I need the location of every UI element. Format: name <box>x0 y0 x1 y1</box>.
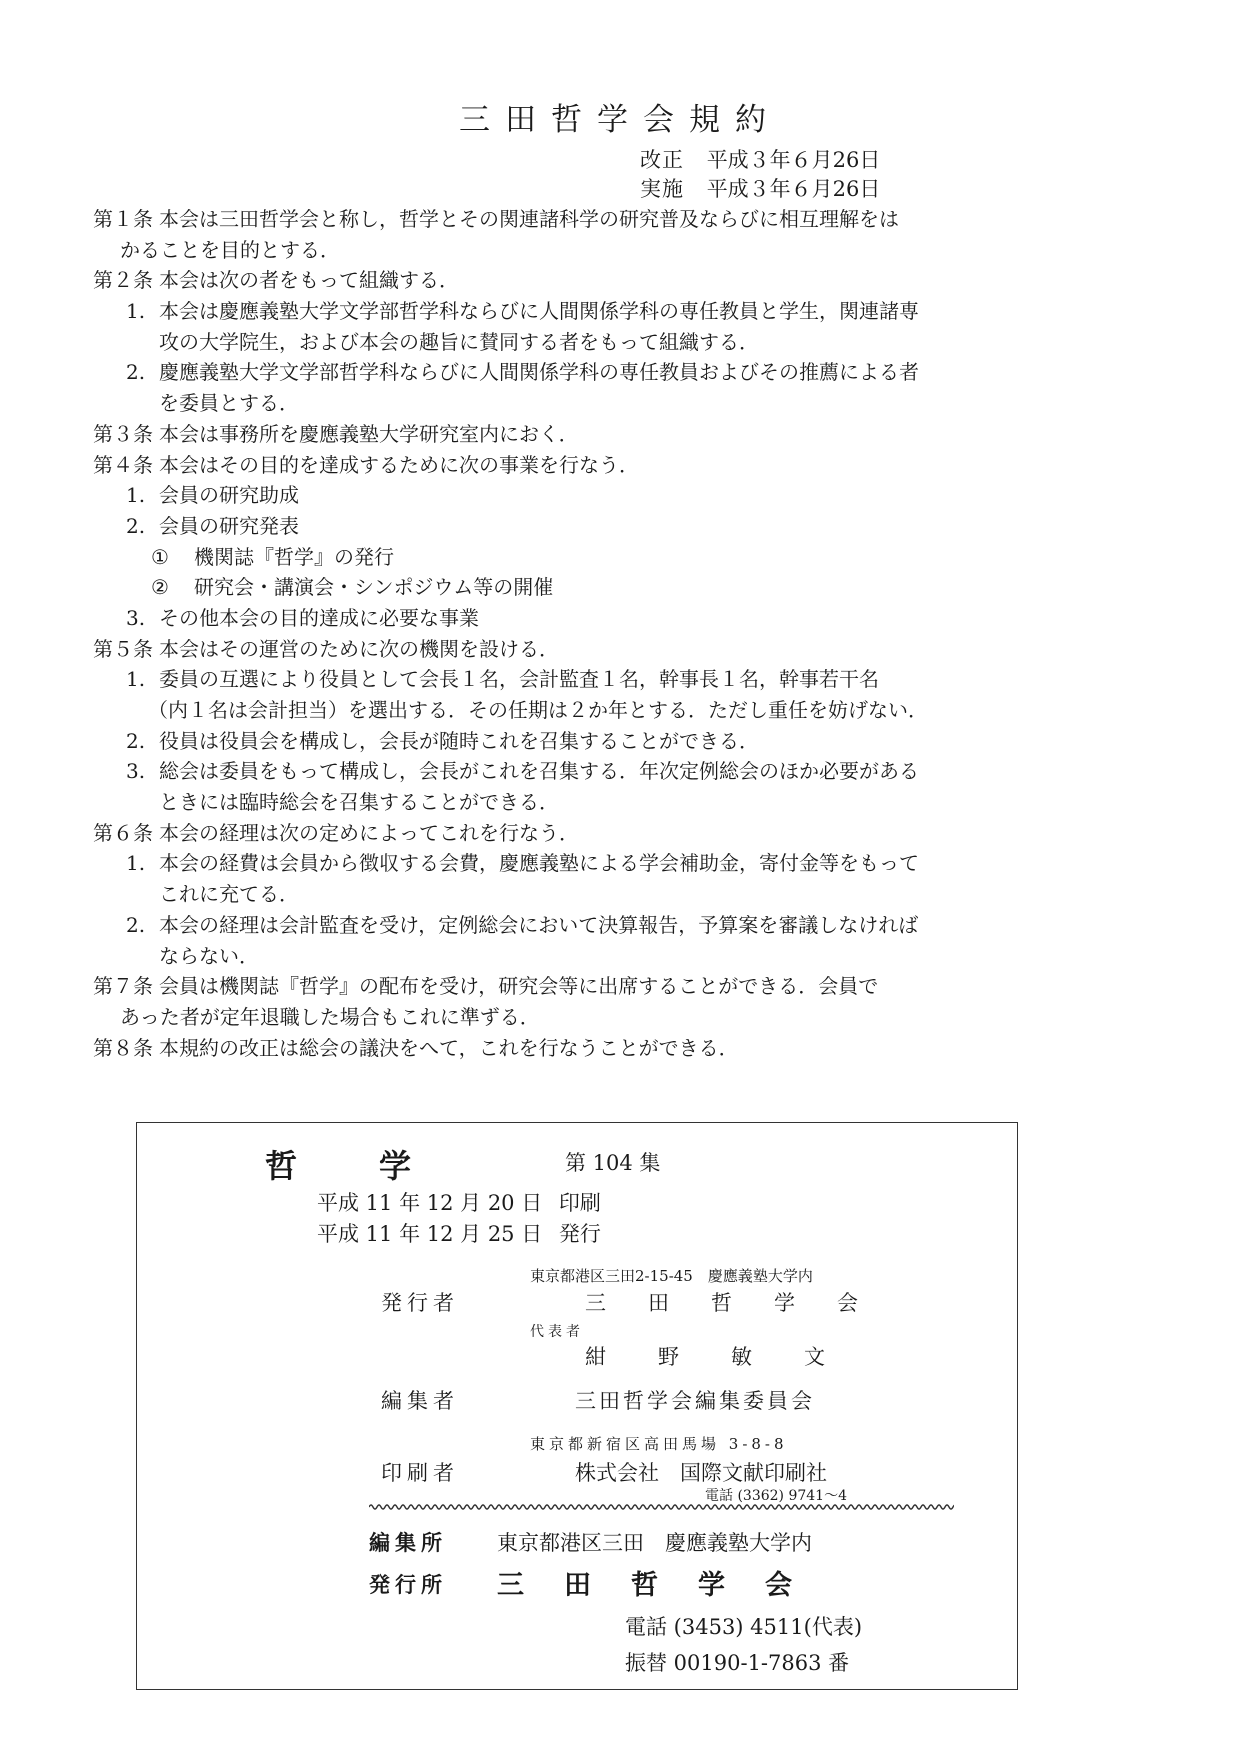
document-title: 三田哲学会規約 <box>459 102 781 138</box>
subitem-text: 研究会・講演会・シンポジウム等の開催 <box>194 575 554 600</box>
subitem-number: ② <box>151 575 169 600</box>
subitem-number: ① <box>151 544 169 569</box>
article-text-continued: あった者が定年退職した場合もこれに準ずる． <box>120 1004 540 1029</box>
revision-label: 実施 <box>640 177 684 201</box>
item-text-continued: これに充てる． <box>159 882 299 907</box>
article-number: 第２条 <box>93 268 153 293</box>
transfer-account: 振替 00190-1-7863 番 <box>625 1651 850 1675</box>
issued-label: 発行 <box>558 1222 601 1246</box>
list-item <box>93 726 1068 757</box>
issue-number: 第 104 集 <box>565 1151 661 1175</box>
item-number: 2. <box>126 912 146 937</box>
wavy-divider <box>369 1502 954 1512</box>
list-item <box>93 910 1068 941</box>
article-text: 本会は次の者をもって組織する． <box>159 268 459 293</box>
list-item <box>93 357 1068 388</box>
revision-date-effective <box>640 175 880 203</box>
printer-label: 印刷者 <box>381 1461 459 1485</box>
article-number: 第５条 <box>93 636 153 661</box>
article-number: 第６条 <box>93 820 153 845</box>
article-number: 第７条 <box>93 974 153 999</box>
item-text: 会員の研究助成 <box>159 483 299 508</box>
editorial-office-label: 編集所 <box>369 1530 447 1555</box>
item-number: 1. <box>126 851 146 876</box>
item-number: 3. <box>126 605 146 630</box>
article-5 <box>93 634 1068 665</box>
list-item <box>93 664 1068 695</box>
editor-label: 編集者 <box>381 1389 459 1413</box>
printer-name: 株式会社 国際文献印刷社 <box>575 1461 827 1485</box>
issued-date-value: 平成 11 年 12 月 25 日 <box>317 1222 543 1246</box>
article-text: 本会の経理は次の定めによってこれを行なう． <box>159 820 579 845</box>
sub-list-item <box>93 542 1068 573</box>
item-number: 2. <box>126 728 146 753</box>
article-4 <box>93 450 1068 481</box>
item-text: 本会の経理は会計監査を受け，定例総会において決算報告，予算案を審議しなければ <box>159 912 919 937</box>
item-text-continued: を委員とする． <box>159 391 299 416</box>
item-number: 2. <box>126 360 146 385</box>
item-text: 役員は役員会を構成し，会長が随時これを召集することができる． <box>159 728 759 753</box>
article-8 <box>93 1033 1068 1064</box>
article-text: 会員は機関誌『哲学』の配布を受け，研究会等に出席することができる．会員で <box>159 974 879 999</box>
article-text: 本会はその運営のために次の機関を設ける． <box>159 636 559 661</box>
item-text-continued: ときには臨時総会を召集することができる． <box>159 790 559 815</box>
item-text: 本会の経費は会員から徴収する会費，慶應義塾による学会補助金，寄付金等をもって <box>159 851 919 876</box>
journal-title: 哲 学 <box>265 1147 418 1185</box>
article-3 <box>93 419 1068 450</box>
publisher-name: 三田哲学会 <box>585 1291 900 1315</box>
list-item <box>93 480 1068 511</box>
list-item <box>93 296 1068 327</box>
item-number: 3. <box>126 759 146 784</box>
item-text: 委員の互選により役員として会長１名，会計監査１名，幹事長１名，幹事若干名 <box>159 667 879 692</box>
item-number: 2. <box>126 513 146 538</box>
publisher-label: 発行者 <box>381 1291 459 1315</box>
item-number: 1. <box>126 483 146 508</box>
revision-date-amended <box>640 146 880 174</box>
article-7 <box>93 971 1068 1002</box>
item-text: その他本会の目的達成に必要な事業 <box>159 605 479 630</box>
phone-number: 電話 (3453) 4511(代表) <box>625 1615 863 1639</box>
item-text: 総会は委員をもって構成し，会長がこれを召集する．年次定例総会のほか必要がある <box>159 759 919 784</box>
article-text-continued: かることを目的とする． <box>120 237 340 262</box>
representative-label: 代表者 <box>530 1324 584 1340</box>
article-text: 本会は事務所を慶應義塾大学研究室内におく． <box>159 421 579 446</box>
item-text-continued: （内１名は会計担当）を選出する．その任期は２か年とする．ただし重任を妨げない． <box>148 698 928 722</box>
list-item <box>93 756 1068 787</box>
printer-address: 東京都新宿区高田馬場 3-8-8 <box>530 1435 788 1453</box>
article-number: 第１条 <box>93 207 153 231</box>
item-text: 会員の研究発表 <box>159 513 299 538</box>
printer-phone: 電話 (3362) 9741～4 <box>705 1488 847 1504</box>
item-text: 本会は慶應義塾大学文学部哲学科ならびに人間関係学科の専任教員と学生，関連諸専 <box>159 299 919 324</box>
revision-label: 改正 <box>640 148 684 172</box>
article-1 <box>93 204 1068 235</box>
printed-date <box>317 1187 601 1217</box>
item-number: 1. <box>126 299 146 324</box>
revision-date: 平成３年６月26日 <box>706 177 881 201</box>
item-text-continued: 攻の大学院生，および本会の趣旨に賛同する者をもって組織する． <box>159 329 759 354</box>
publisher-address: 東京都港区三田2-15-45 慶應義塾大学内 <box>530 1267 813 1285</box>
issuing-office-name: 三田哲学会 <box>497 1570 832 1601</box>
representative-name: 紺野敏文 <box>585 1345 877 1369</box>
item-number: 1. <box>126 667 146 692</box>
colophon-box <box>136 1122 1018 1690</box>
printed-date-value: 平成 11 年 12 月 20 日 <box>317 1191 543 1215</box>
revision-date: 平成３年６月26日 <box>706 148 881 172</box>
list-item <box>93 511 1068 542</box>
articles-section <box>93 204 1068 1063</box>
editorial-office: 東京都港区三田 慶應義塾大学内 <box>497 1531 812 1555</box>
article-number: 第８条 <box>93 1035 153 1060</box>
issuing-office-label: 発行所 <box>369 1572 447 1597</box>
article-2 <box>93 265 1068 296</box>
sub-list-item <box>93 572 1068 603</box>
item-text-continued: ならない． <box>159 943 259 968</box>
subitem-text: 機関誌『哲学』の発行 <box>194 544 394 569</box>
article-number: 第４条 <box>93 452 153 477</box>
list-item <box>93 848 1068 879</box>
list-item <box>93 603 1068 634</box>
article-number: 第３条 <box>93 421 153 446</box>
issued-date <box>317 1218 601 1248</box>
item-text: 慶應義塾大学文学部哲学科ならびに人間関係学科の専任教員およびその推薦による者 <box>159 360 919 385</box>
article-text: 本会は三田哲学会と称し，哲学とその関連諸科学の研究普及ならびに相互理解をは <box>159 207 899 231</box>
article-text: 本会はその目的を達成するために次の事業を行なう． <box>159 452 639 477</box>
article-6 <box>93 818 1068 849</box>
printed-label: 印刷 <box>558 1191 601 1215</box>
editor-name: 三田哲学会編集委員会 <box>575 1389 815 1413</box>
article-text: 本規約の改正は総会の議決をへて，これを行なうことができる． <box>159 1035 739 1060</box>
